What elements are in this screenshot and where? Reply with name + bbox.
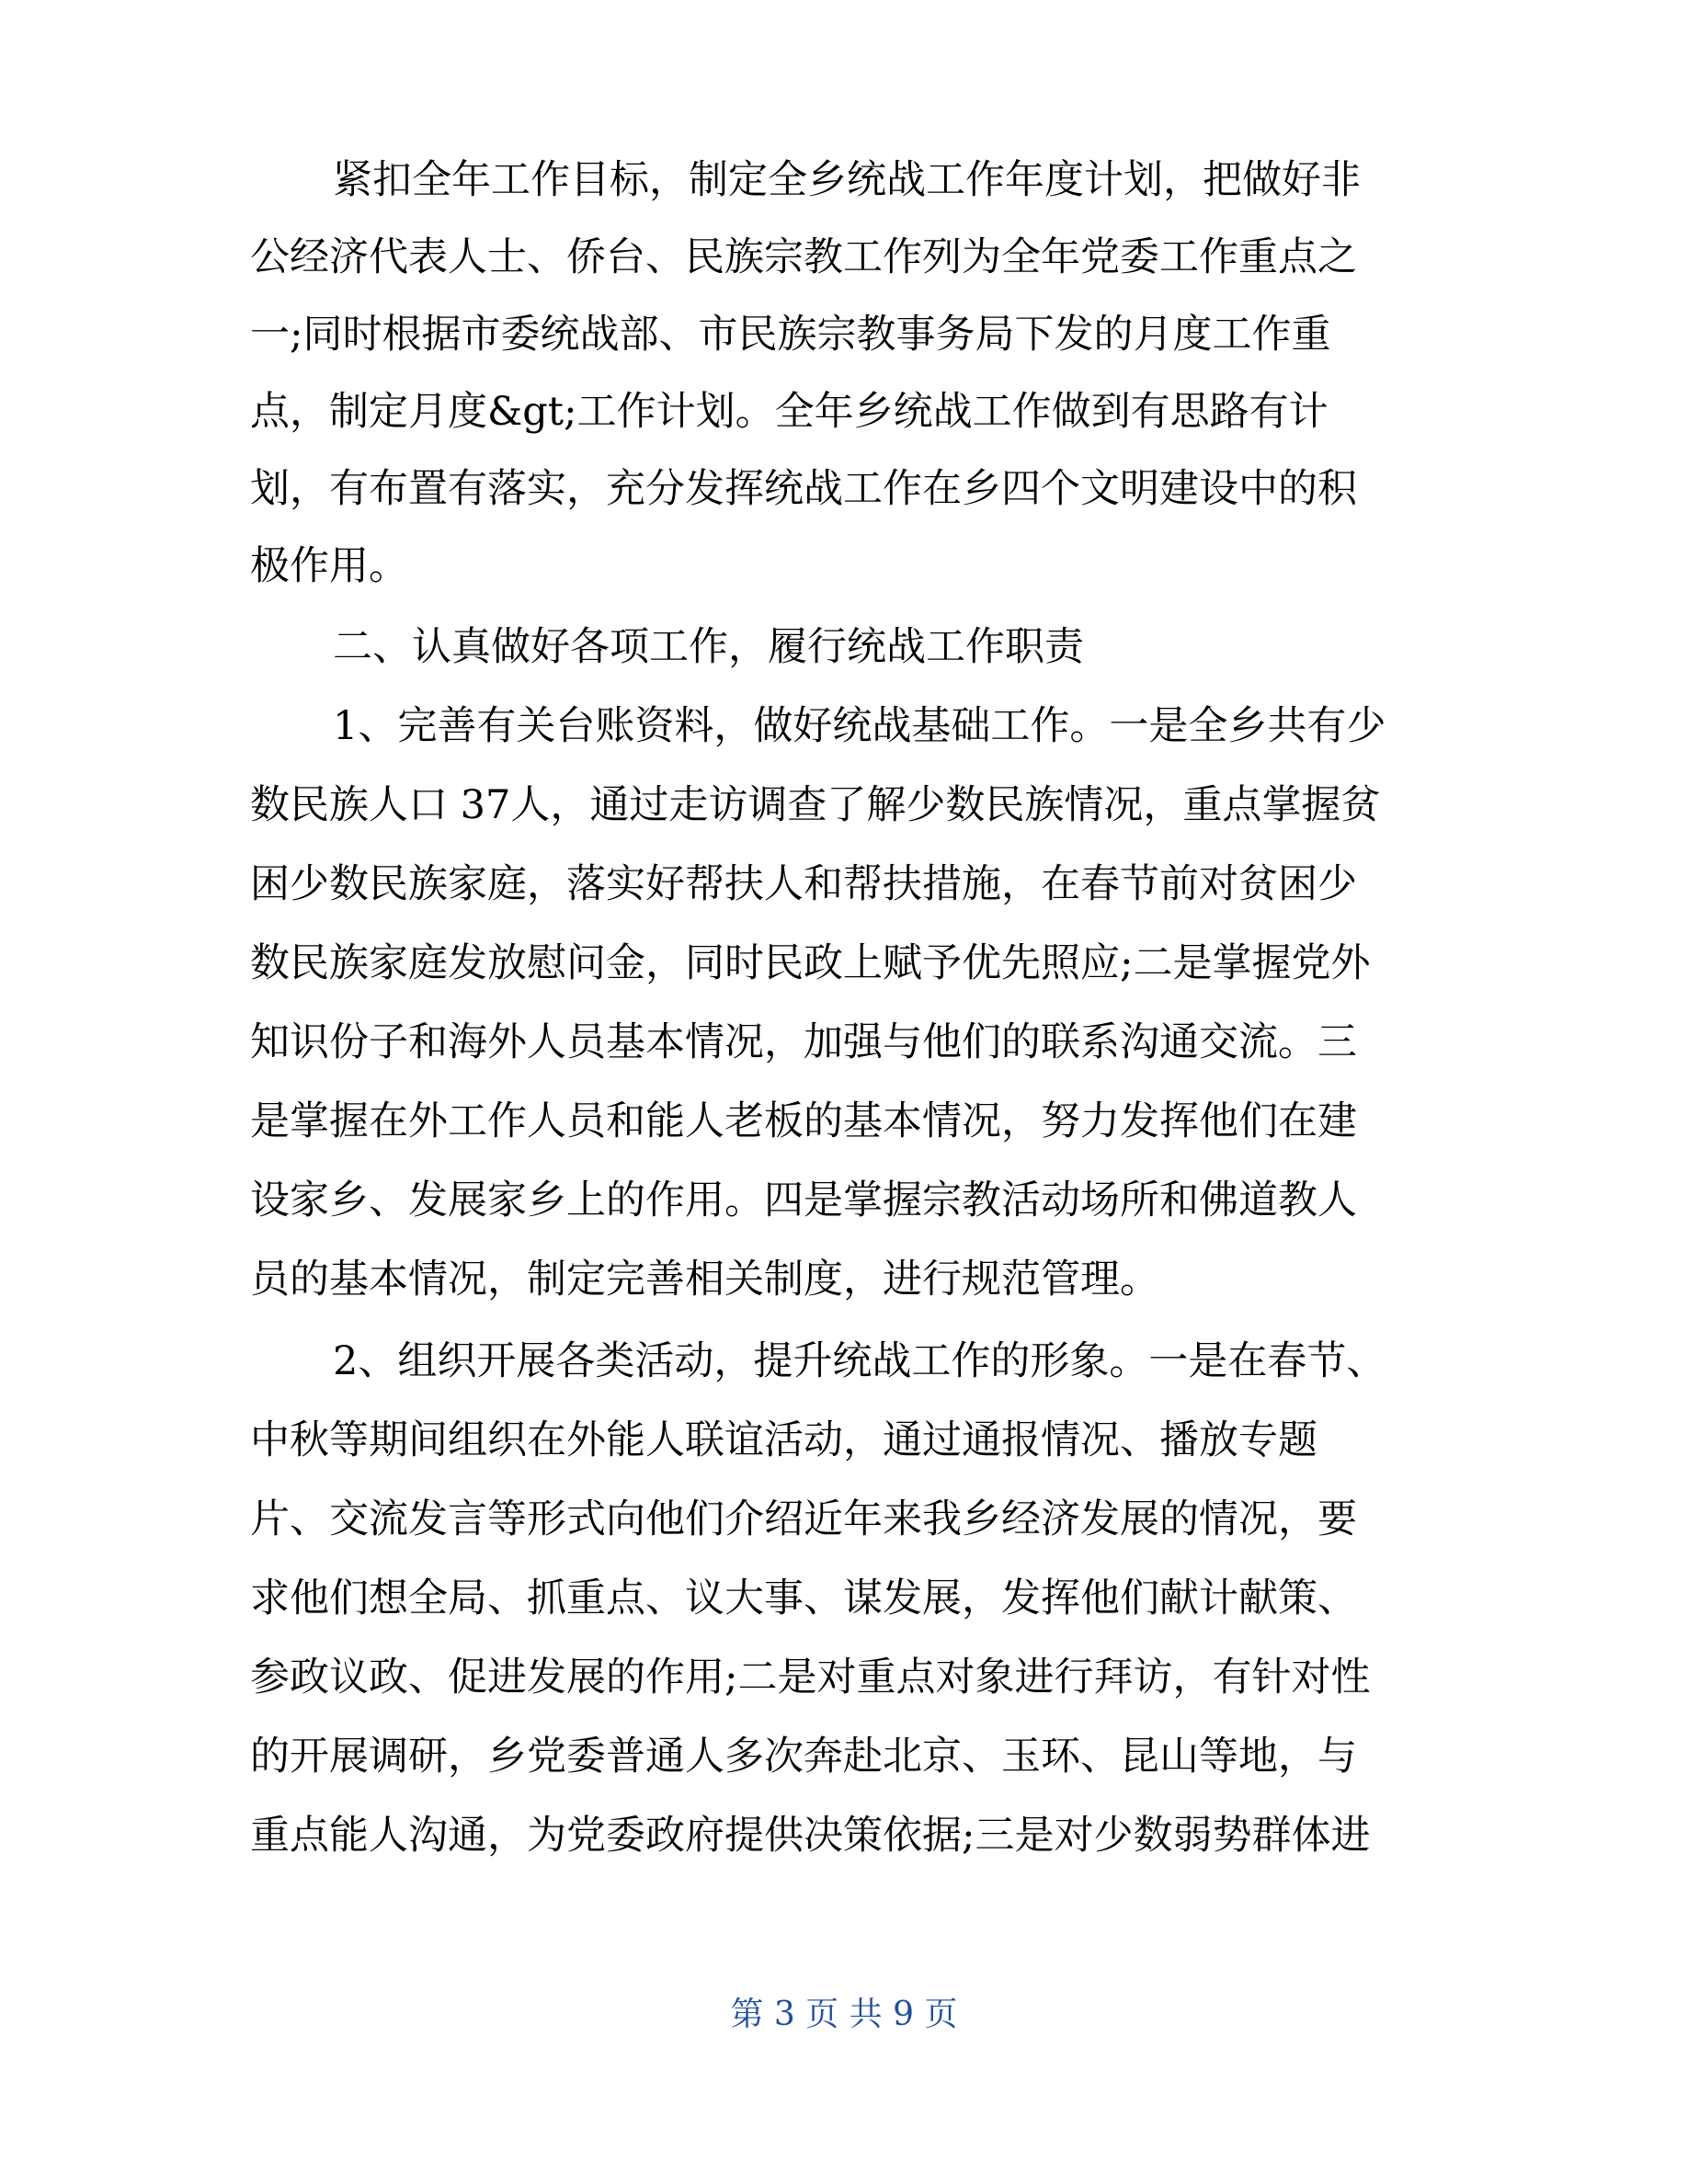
paragraph-line: 困少数民族家庭，落实好帮扶人和帮扶措施，在春节前对贫困少 [250, 861, 1357, 907]
paragraph-line: 极作用。 [250, 543, 408, 589]
paragraph-line: 2、组织开展各类活动，提升统战工作的形象。一是在春节、 [333, 1338, 1386, 1384]
paragraph-line: 求他们想全局、抓重点、议大事、谋发展，发挥他们献计献策、 [250, 1575, 1357, 1621]
paragraph-line: 数民族家庭发放慰问金，同时民政上赋予优先照应;二是掌握党外 [250, 940, 1371, 986]
paragraph-line: 参政议政、促进发展的作用;二是对重点对象进行拜访，有针对性 [250, 1655, 1371, 1701]
paragraph-line: 数民族人口 37人，通过走访调查了解少数民族情况，重点掌握贫 [250, 782, 1381, 828]
paragraph-line: 片、交流发言等形式向他们介绍近年来我乡经济发展的情况，要 [250, 1496, 1357, 1542]
paragraph-line: 设家乡、发展家乡上的作用。四是掌握宗教活动场所和佛道教人 [250, 1177, 1357, 1223]
paragraph-line: 知识份子和海外人员基本情况，加强与他们的联系沟通交流。三 [250, 1019, 1357, 1065]
paragraph-line: 划，有布置有落实，充分发挥统战工作在乡四个文明建设中的积 [250, 466, 1357, 512]
paragraph-line: 是掌握在外工作人员和能人老板的基本情况，努力发挥他们在建 [250, 1098, 1357, 1144]
paragraph-line: 员的基本情况，制定完善相关制度，进行规范管理。 [250, 1257, 1159, 1302]
paragraph-line: 公经济代表人士、侨台、民族宗教工作列为全年党委工作重点之 [250, 234, 1357, 280]
paragraph-line: 1、完善有关台账资料，做好统战基础工作。一是全乡共有少 [333, 703, 1386, 749]
page-number-footer: 第 3 页 共 9 页 [730, 1996, 958, 2033]
paragraph-line: 的开展调研，乡党委普通人多次奔赴北京、玉环、昆山等地，与 [250, 1734, 1357, 1780]
paragraph-line: 点，制定月度&gt;工作计划。全年乡统战工作做到有思路有计 [250, 389, 1329, 435]
paragraph-line: 中秋等期间组织在外能人联谊活动，通过通报情况、播放专题 [250, 1417, 1317, 1463]
paragraph-line: 重点能人沟通，为党委政府提供决策依据;三是对少数弱势群体进 [250, 1813, 1371, 1859]
section-heading: 二、认真做好各项工作，履行统战工作职责 [333, 624, 1084, 670]
paragraph-line: 一;同时根据市委统战部、市民族宗教事务局下发的月度工作重 [250, 312, 1331, 358]
paragraph-line: 紧扣全年工作目标，制定全乡统战工作年度计划，把做好非 [333, 157, 1361, 203]
